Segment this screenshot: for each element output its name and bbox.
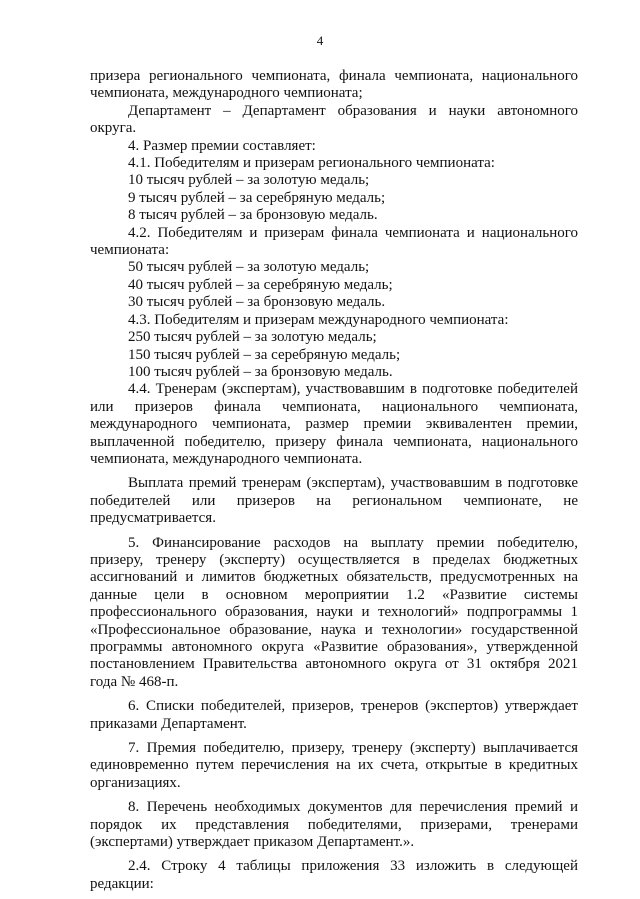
paragraph: 7. Премия победителю, призеру, тренеру (эксперту) выплачивается единовременно путем перечисления на их счета, открытые в кредитных организациях.	[90, 740, 578, 791]
list-item: 50 тысяч рублей – за золотую медаль;	[128, 259, 370, 276]
list-item: 250 тысяч рублей – за золотую медаль;	[128, 329, 377, 346]
list-item: 150 тысяч рублей – за серебряную медаль;	[128, 346, 401, 363]
paragraph: 4.4. Тренерам (экспертам), участвовавшим в подготовке победителей или призеров финала чемпионата, национального чемпионата, международного чемпионата, размер премии эквивалентен премии, выплаченной победителю, призеру финала чемпионата, национального чемпионата, международного чемпионата.	[90, 381, 578, 467]
paragraph: 8. Перечень необходимых документов для перечисления премий и порядок их представления победителями, призерами, тренерами (экспертами) утверждает приказом Департамент.».	[90, 799, 578, 851]
list-item: 8 тысяч рублей – за бронзовую медаль.	[128, 207, 378, 224]
paragraph: 4.2. Победителям и призерам финала чемпионата и национального чемпионата:	[90, 224, 578, 259]
list-item: 30 тысяч рублей – за бронзовую медаль.	[128, 294, 386, 311]
paragraph: 5. Финансирование расходов на выплату премии победителю, призеру, тренеру (эксперту) осуществляется в пределах бюджетных ассигнований и лимитов бюджетных обязательств, предусмотренных на данные цели в основном мероприятии 1.2 «Развитие системы профессионального образования, науки и технологий» подпрограммы 1 «Профессиональное образование, наука и технологии» государственной программы автономного округа «Развитие образования», утвержденной постановлением Правительства автономного округа от 31 октября 2021 года № 468-п.	[90, 534, 578, 690]
paragraph: 4.1. Победителям и призерам регионального чемпионата:	[128, 155, 495, 172]
page-number: 4	[316, 33, 324, 48]
paragraph: Департамент – Департамент образования и науки автономного округа.	[90, 102, 578, 137]
list-item: 10 тысяч рублей – за золотую медаль;	[128, 172, 370, 189]
list-item: 40 тысяч рублей – за серебряную медаль;	[128, 276, 393, 293]
paragraph: 4.3. Победителям и призерам международного чемпионата:	[128, 311, 509, 328]
document-body	[90, 68, 578, 893]
paragraph: 4. Размер премии составляет:	[128, 137, 316, 154]
paragraph: 2.4. Строку 4 таблицы приложения 33 изложить в следующей редакции:	[90, 858, 578, 892]
list-item: 9 тысяч рублей – за серебряную медаль;	[128, 189, 386, 206]
paragraph: 6. Списки победителей, призеров, тренеров (экспертов) утверждает приказами Департамент.	[90, 698, 578, 732]
list-item: 100 тысяч рублей – за бронзовую медаль.	[128, 363, 393, 380]
paragraph: Выплата премий тренерам (экспертам), участвовавшим в подготовке победителей или призеров на региональном чемпионате, не предусматривается.	[90, 475, 578, 527]
paragraph: призера регионального чемпионата, финала чемпионата, национального чемпионата, международного чемпионата;	[90, 68, 578, 102]
